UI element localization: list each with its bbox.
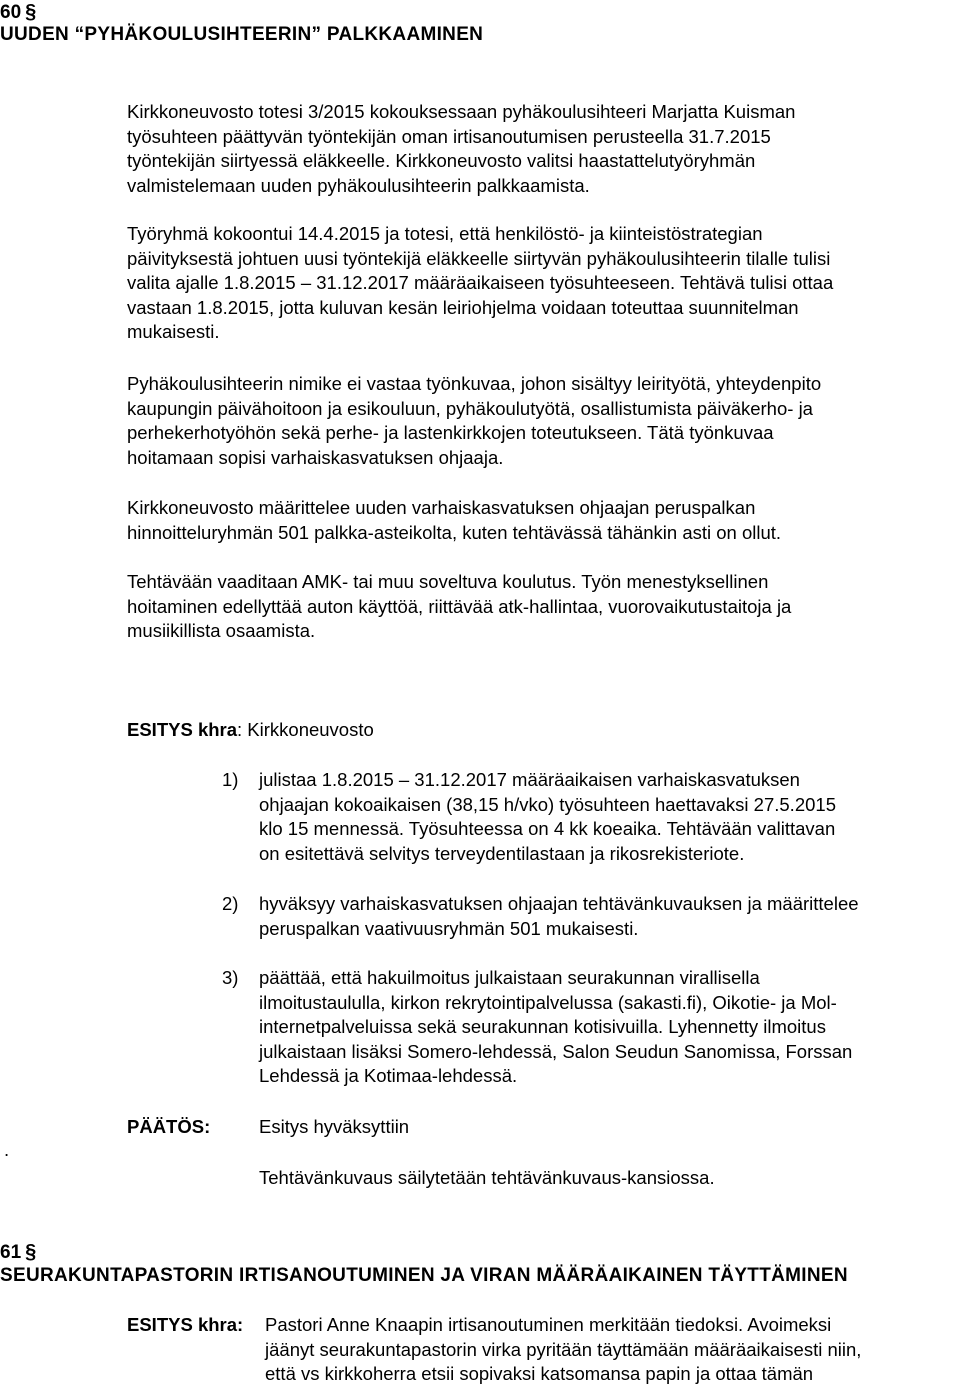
section-60-esitys-rest: : Kirkkoneuvosto [237,719,374,740]
section-60-paragraph-2: Työryhmä kokoontui 14.4.2015 ja totesi, että henkilöstö- ja kiinteistöstrategian päivityksestä johtuen uusi työntekijä eläkkeelle siirtyvän pyhäkoulusihteerin tilalle tulisi valita ajalle 1.8.2015 – 31.12.2017 määräaikaiseen työsuhteeseen. Tehtävä tulisi ottaa vastaan 1.8.2015, jotta kuluvan kesän leiriohjelma voidaan toteuttaa suunnitelman mukaisesti. [127,223,834,342]
paatos-label: PÄÄTÖS: [127,1116,211,1137]
section-60-paragraph-1: Kirkkoneuvosto totesi 3/2015 kokouksessaan pyhäkoulusihteeri Marjatta Kuisman työsuhteen päättyvän työntekijän oman irtisanoutumisen perusteella 31.7.2015 työntekijän siirtyessä eläkkeelle. Kirkkoneuvosto valitsi haastattelutyöryhmän valmistelemaan uuden pyhäkoulusihteerin palkkaamista. [127,101,796,196]
paatos-note: Tehtävänkuvaus säilytetään tehtävänkuvaus-kansiossa. [259,1167,715,1188]
section-60-paragraph-5: Tehtävään vaaditaan AMK- tai muu soveltuva koulutus. Työn menestyksellinen hoitaminen edellyttää auton käyttöä, riittävää atk-hallintaa, vuorovaikutustaitoja ja musiikillista osaamista. [127,571,792,641]
list-item-3-text: päättää, että hakuilmoitus julkaistaan seurakunnan virallisella ilmoitustaululla, kirkon rekrytointipalvelussa (sakasti.fi), Oikotie- ja Mol- internetpalveluissa sekä seurakunnan kotisivuilla. Lyhennetty ilmoitus julkaistaan lisäksi Somero-lehdessä, Salon Seudun Sanomissa, Forssan Lehdessä ja Kotimaa-lehdessä. [259,967,853,1086]
list-item-1-number: 1) [222,769,239,790]
list-item-2-text: hyväksyy varhaiskasvatuksen ohjaajan tehtävänkuvauksen ja määrittelee peruspalkan vaativuusryhmän 501 mukaisesti. [259,893,859,939]
paatos-text: Esitys hyväksyttiin [259,1116,410,1137]
list-item-3-number: 3) [222,967,239,988]
section-60-paragraph-4: Kirkkoneuvosto määrittelee uuden varhaiskasvatuksen ohjaajan peruspalkan hinnoitteluryhmän 501 palkka-asteikolta, kuten tehtävässä tähänkin asti on ollut. [127,497,782,543]
section-61-number-text: 61 [0,1242,22,1263]
section-60-number [0,0,36,25]
section-60-title: UUDEN “PYHÄKOULUSIHTEERIN” PALKKAAMINEN [0,24,484,45]
section-61-esitys-label: ESITYS khra: [127,1314,244,1335]
section-60-sign: § [25,1,37,23]
list-item-2-number: 2) [222,893,239,914]
section-61-esitys-text: Pastori Anne Knaapin irtisanoutuminen merkitään tiedoksi. Avoimeksi jäänyt seurakuntapastorin virka pyritään täyttämään määräaikaisesti niin, että vs kirkkoherra etsii sopivaksi katsomansa papin ja ottaa tämän [265,1314,862,1384]
section-60-number-text: 60 [0,2,22,23]
list-item-1-text: julistaa 1.8.2015 – 31.12.2017 määräaikaisen varhaiskasvatuksen ohjaajan kokoaikaisen (38,15 h/vko) työsuhteen haettavaksi 27.5.2015 klo 15 mennessä. Työsuhteessa on 4 kk koeaika. Tehtävään valittavan on esitettävä selvitys terveydentilastaan ja rikosrekisteriote. [259,769,836,864]
section-61-number [0,1240,36,1265]
section-60-paragraph-3: Pyhäkoulusihteerin nimike ei vastaa työnkuvaa, johon sisältyy leirityötä, yhteydenpito kaupungin päivähoitoon ja esikouluun, pyhäkoulutyötä, osallistumista päiväkerho- ja perhekerhotyöhön sekä perhe- ja lastenkirkkojen toteutukseen. Tätä työnkuvaa hoitamaan sopisi varhaiskasvatuksen ohjaaja. [127,373,822,468]
section-60-esitys-label: ESITYS khra [127,719,238,740]
stray-dot: . [4,1139,10,1160]
section-60-esitys [127,718,374,742]
section-61-sign: § [25,1241,37,1263]
section-61-title: SEURAKUNTAPASTORIN IRTISANOUTUMINEN JA VIRAN MÄÄRÄAIKAINEN TÄYTTÄMINEN [0,1265,848,1286]
